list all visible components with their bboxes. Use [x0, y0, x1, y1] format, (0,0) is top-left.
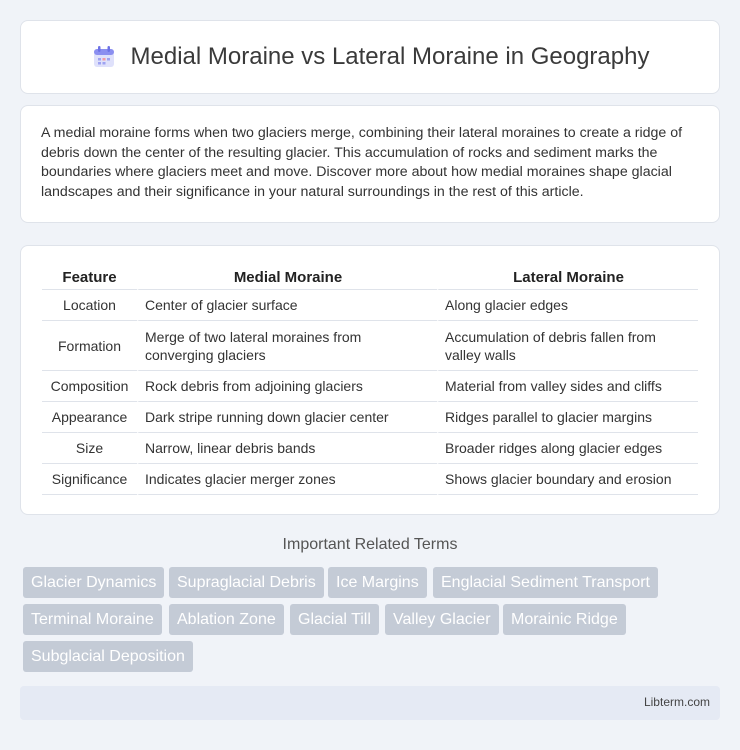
- header-medial-moraine: Medial Moraine: [137, 266, 437, 290]
- feature-cell: Appearance: [42, 402, 137, 433]
- page-title: Medial Moraine vs Lateral Moraine in Geography: [130, 43, 650, 70]
- footer: [20, 686, 720, 720]
- lateral-cell: Broader ridges along glacier edges: [437, 433, 698, 464]
- tag-englacial-sediment-transport[interactable]: Englacial Sediment Transport: [433, 567, 658, 598]
- medial-cell: Narrow, linear debris bands: [137, 433, 437, 464]
- tag-subglacial-deposition[interactable]: Subglacial Deposition: [23, 641, 193, 672]
- tag-morainic-ridge[interactable]: Morainic Ridge: [503, 604, 626, 635]
- lateral-cell: Accumulation of debris fallen from valley walls: [437, 321, 698, 371]
- header-card: [20, 20, 720, 94]
- feature-cell: Composition: [42, 371, 137, 402]
- comparison-table: [42, 266, 698, 495]
- tag-ablation-zone[interactable]: Ablation Zone: [169, 604, 284, 635]
- medial-cell: Merge of two lateral moraines from converging glaciers: [137, 321, 437, 371]
- tag-ice-margins[interactable]: Ice Margins: [328, 567, 427, 598]
- tag-glacial-till[interactable]: Glacial Till: [290, 604, 379, 635]
- feature-cell: Formation: [42, 321, 137, 371]
- table-row: [42, 371, 698, 402]
- tag-valley-glacier[interactable]: Valley Glacier: [385, 604, 499, 635]
- header-lateral-moraine: Lateral Moraine: [437, 266, 698, 290]
- related-terms-title: Important Related Terms: [282, 536, 458, 553]
- lateral-cell: Material from valley sides and cliffs: [437, 371, 698, 402]
- intro-card: [20, 105, 720, 223]
- header-feature: Feature: [42, 266, 137, 290]
- lateral-cell: Ridges parallel to glacier margins: [437, 402, 698, 433]
- tag-terminal-moraine[interactable]: Terminal Moraine: [23, 604, 162, 635]
- table-row: [42, 321, 698, 371]
- feature-cell: Location: [42, 290, 137, 321]
- feature-cell: Size: [42, 433, 137, 464]
- medial-cell: Indicates glacier merger zones: [137, 464, 437, 495]
- intro-paragraph: A medial moraine forms when two glaciers merge, combining their lateral moraines to create a ridge of debris down the center of the resulting glacier. This accumulation of rocks and sediment marks the boundaries where glaciers meet and move. Discover more about how medial moraines shape glacial landscapes and their significance in your natural surroundings in the rest of this article.: [41, 125, 683, 200]
- lateral-cell: Shows glacier boundary and erosion: [437, 464, 698, 495]
- comparison-table-card: [20, 245, 720, 515]
- footer-site-link[interactable]: Libterm.com: [643, 695, 710, 709]
- calendar-icon: [91, 44, 117, 70]
- table-row: [42, 402, 698, 433]
- medial-cell: Rock debris from adjoining glaciers: [137, 371, 437, 402]
- table-row: [42, 464, 698, 495]
- tag-supraglacial-debris[interactable]: Supraglacial Debris: [169, 567, 324, 598]
- table-row: [42, 433, 698, 464]
- table-header-row: [42, 266, 698, 290]
- table-row: [42, 290, 698, 321]
- medial-cell: Center of glacier surface: [137, 290, 437, 321]
- lateral-cell: Along glacier edges: [437, 290, 698, 321]
- tag-glacier-dynamics[interactable]: Glacier Dynamics: [23, 567, 164, 598]
- feature-cell: Significance: [42, 464, 137, 495]
- medial-cell: Dark stripe running down glacier center: [137, 402, 437, 433]
